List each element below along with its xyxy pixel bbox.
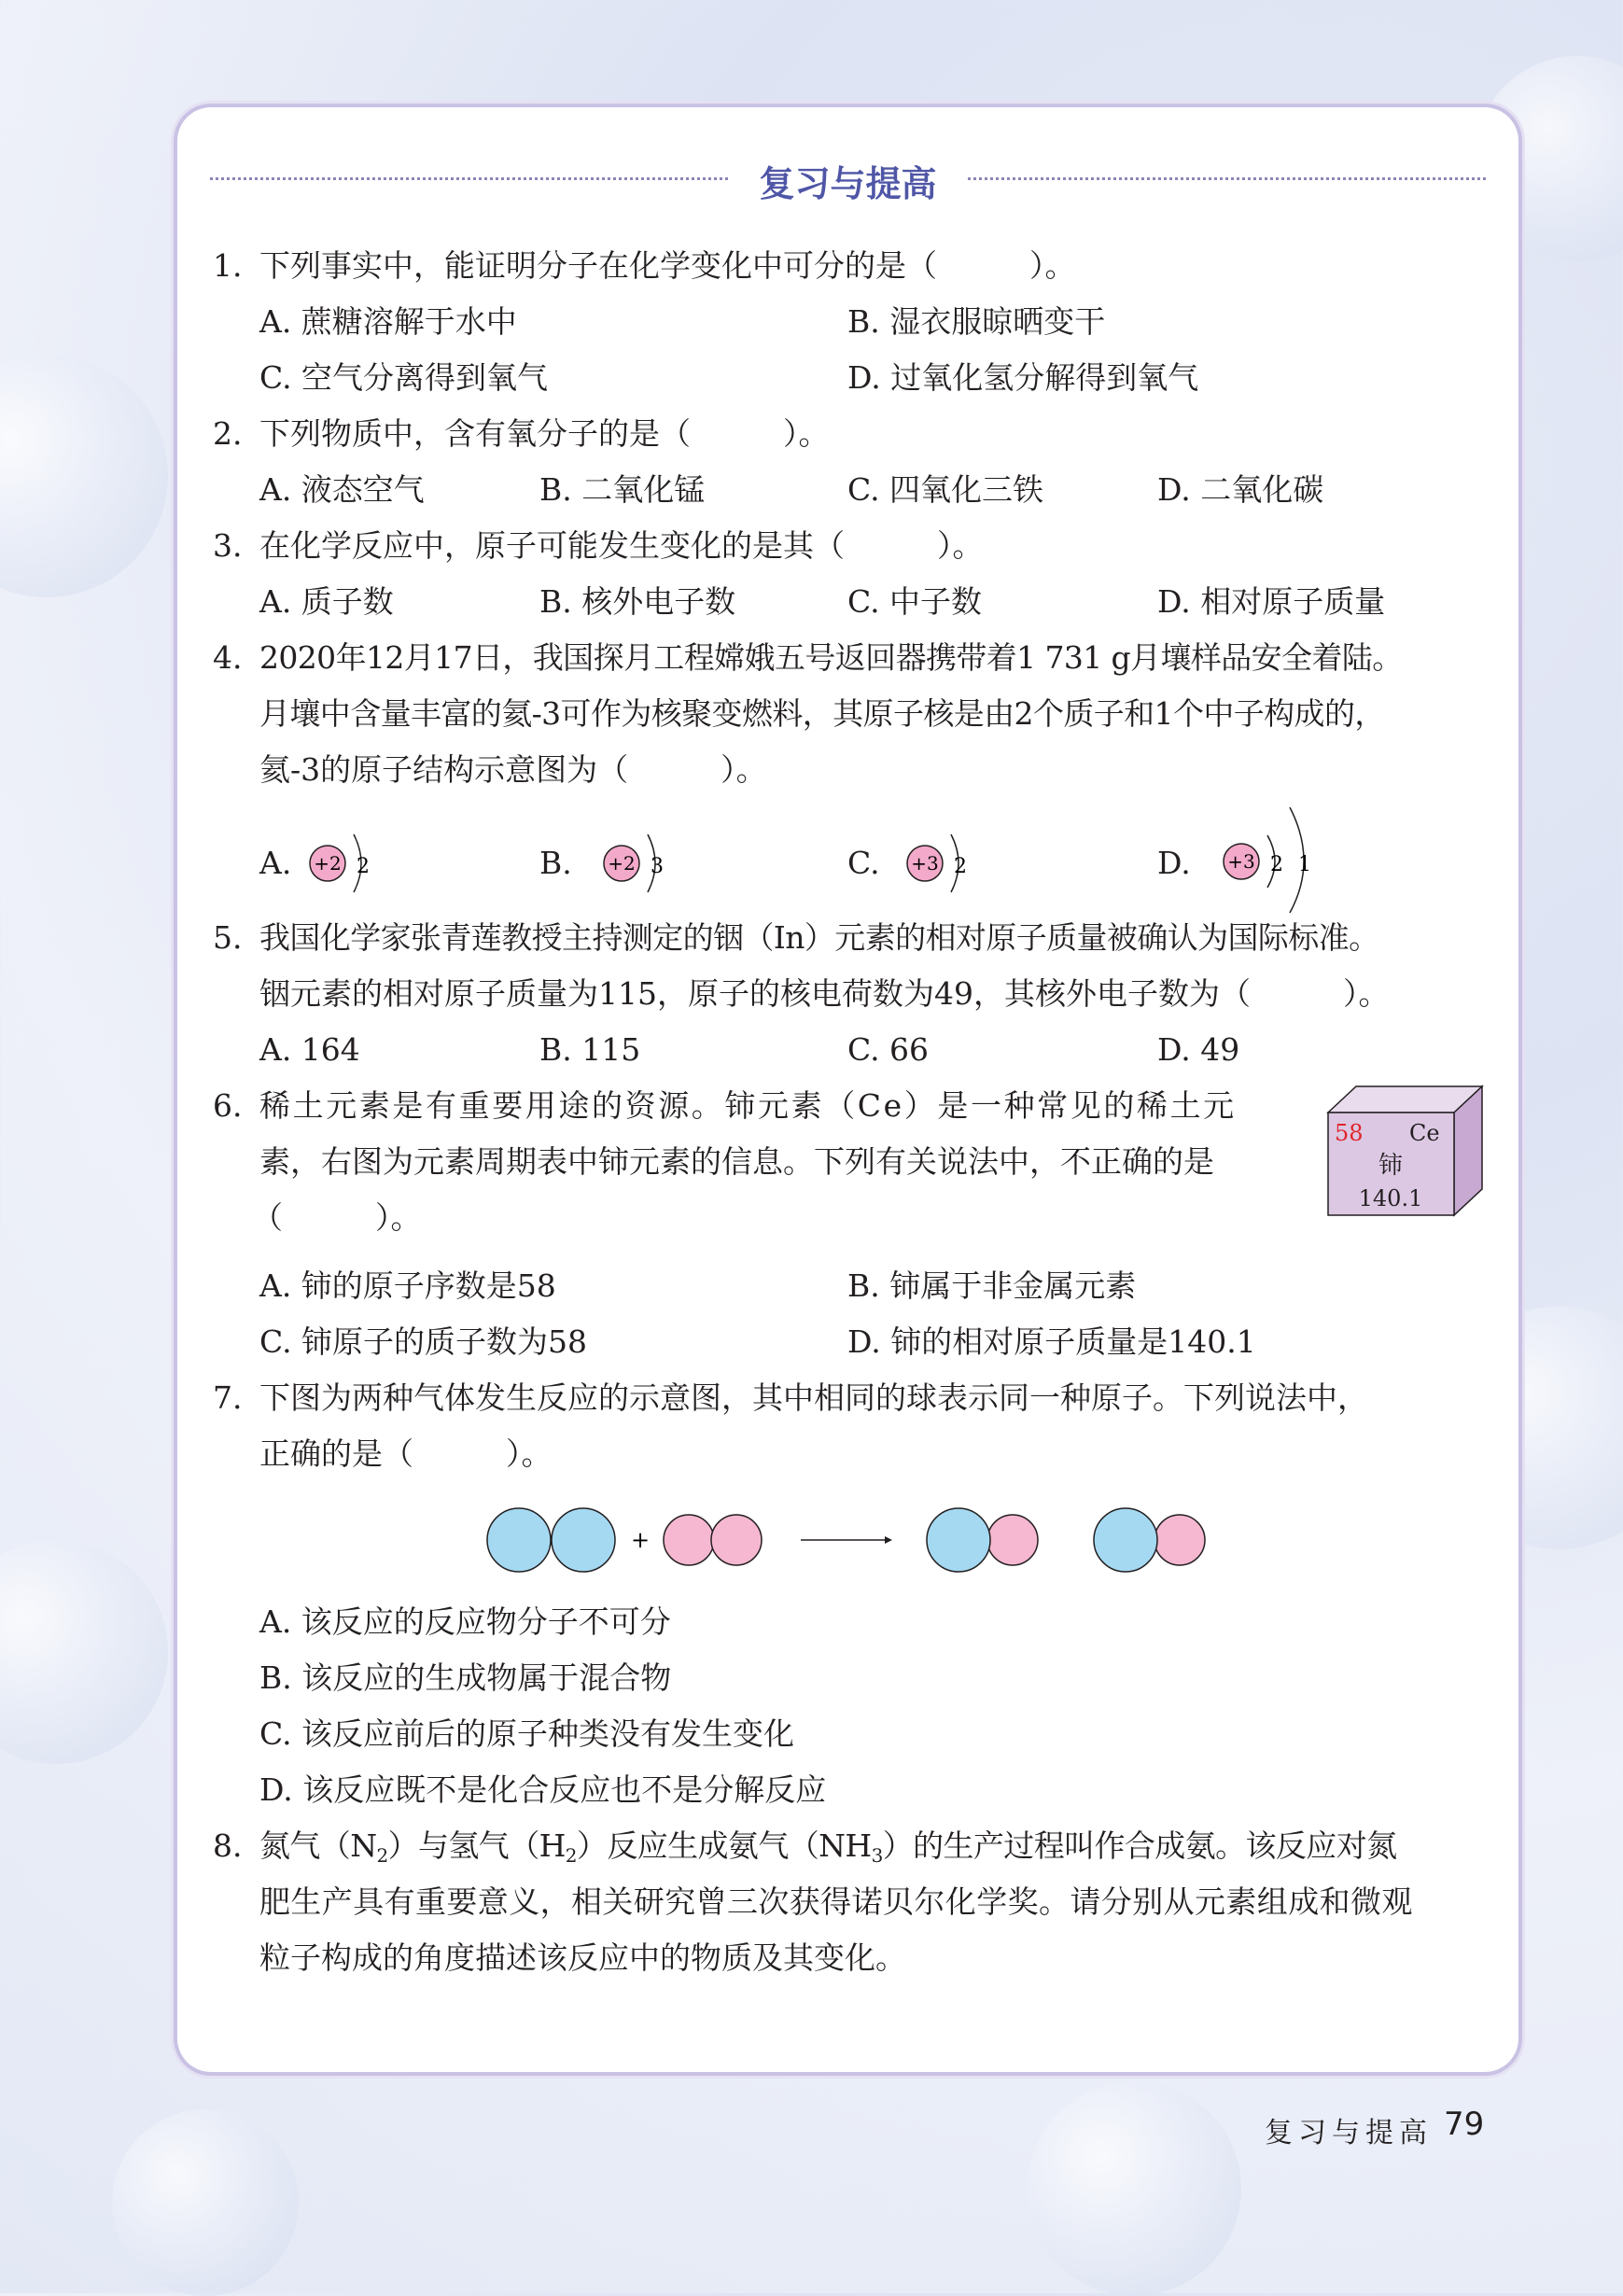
option-label: D. bbox=[1157, 845, 1191, 881]
question-text: 下列物质中，含有氧分子的是（ ）。 bbox=[259, 415, 830, 452]
question-number: 8. bbox=[213, 1827, 243, 1864]
text-fragment: ）反应生成氨气（NH bbox=[576, 1827, 872, 1864]
atomic-number: 58 bbox=[1335, 1120, 1364, 1146]
question-6 bbox=[213, 1087, 1237, 1125]
blue-atom bbox=[487, 1508, 551, 1572]
q7-option-a: A. 该反应的反应物分子不可分 bbox=[259, 1603, 671, 1640]
blue-atom bbox=[1094, 1508, 1157, 1572]
text-fragment: 氮气（N bbox=[259, 1827, 377, 1864]
shell-electron-count: 2 bbox=[954, 855, 967, 878]
q5-option-a: A. 164 bbox=[259, 1031, 360, 1068]
question-number: 4. bbox=[213, 639, 243, 676]
background-sphere bbox=[1027, 2081, 1241, 2296]
q3-option-d: D. 相对原子质量 bbox=[1157, 583, 1386, 620]
question-3 bbox=[213, 527, 984, 565]
page-number: 79 bbox=[1444, 2106, 1485, 2143]
q5-option-d: D. 49 bbox=[1157, 1031, 1240, 1068]
question-1 bbox=[213, 247, 1076, 285]
background-sphere bbox=[0, 355, 168, 597]
q2-option-a: A. 液态空气 bbox=[259, 471, 425, 508]
q7-option-c: C. 该反应前后的原子种类没有发生变化 bbox=[259, 1715, 795, 1752]
question-text-line-1: 稀土元素是有重要用途的资源。铈元素（Ce）是一种常见的稀土元 bbox=[259, 1087, 1237, 1124]
text-fragment: ）的生产过程叫作合成氨。该反应对氮 bbox=[882, 1827, 1397, 1864]
question-text-line-2: 肥生产具有重要意义，相关研究曾三次获得诺贝尔化学奖。请分别从元素组成和微观 bbox=[259, 1883, 1413, 1920]
nucleus-charge: +2 bbox=[314, 852, 342, 875]
question-2 bbox=[213, 415, 830, 453]
q6-option-d: D. 铈的相对原子质量是140.1 bbox=[847, 1323, 1256, 1360]
question-number: 3. bbox=[213, 527, 243, 564]
subscript: 2 bbox=[565, 1844, 577, 1867]
question-text-line-1: 2020年12月17日，我国探月工程嫦娥五号返回器携带着1 731 g月壤样品安全着陆。 bbox=[259, 639, 1403, 676]
q6-option-c: C. 铈原子的质子数为58 bbox=[259, 1323, 588, 1360]
question-text-line-2: 素，右图为元素周期表中铈元素的信息。下列有关说法中，不正确的是 bbox=[259, 1143, 1214, 1180]
nucleus-charge: +2 bbox=[608, 852, 636, 875]
footer-section-title: 复习与提高 bbox=[1265, 2117, 1433, 2149]
pink-atom bbox=[987, 1515, 1038, 1565]
question-text-line-2: 正确的是（ ）。 bbox=[259, 1435, 553, 1472]
plus-sign: + bbox=[630, 1527, 651, 1553]
reactant-molecule-blue bbox=[487, 1508, 615, 1572]
shell-electron-count: 3 bbox=[651, 855, 664, 878]
question-text-line-2: 月壤中含量丰富的氦-3可作为核聚变燃料，其原子核是由2个质子和1个中子构成的， bbox=[259, 695, 1385, 732]
q7-option-d: D. 该反应既不是化合反应也不是分解反应 bbox=[259, 1771, 827, 1808]
question-text-line-3: 氦-3的原子结构示意图为（ ）。 bbox=[259, 751, 767, 788]
question-8 bbox=[213, 1827, 1397, 1867]
question-5 bbox=[213, 919, 1379, 957]
dotted-rule-right bbox=[968, 177, 1486, 180]
background-sphere bbox=[112, 2109, 299, 2296]
element-symbol: Ce bbox=[1409, 1120, 1440, 1146]
q1-option-d: D. 过氧化氢分解得到氧气 bbox=[847, 359, 1199, 396]
q3-option-b: B. 核外电子数 bbox=[539, 583, 736, 620]
nucleus-charge: +3 bbox=[1227, 850, 1255, 873]
question-text-line-3: （ ）。 bbox=[252, 1199, 422, 1236]
q5-option-b: B. 115 bbox=[539, 1031, 641, 1068]
reaction-arrow bbox=[801, 1536, 892, 1544]
atom-structure-diagram bbox=[595, 821, 698, 905]
relative-atomic-mass: 140.1 bbox=[1358, 1185, 1423, 1211]
question-number: 1. bbox=[213, 247, 243, 284]
question-text-line-1: 我国化学家张青莲教授主持测定的铟（In）元素的相对原子质量被确认为国际标准。 bbox=[259, 919, 1379, 956]
reactant-molecule-pink bbox=[664, 1515, 762, 1565]
question-text: 在化学反应中，原子可能发生变化的是其（ ）。 bbox=[259, 527, 984, 564]
q6-option-b: B. 铈属于非金属元素 bbox=[847, 1267, 1137, 1304]
q1-option-a: A. 蔗糖溶解于水中 bbox=[259, 303, 517, 340]
atom-structure-diagram bbox=[899, 821, 1001, 905]
blue-atom bbox=[552, 1508, 615, 1572]
subscript: 3 bbox=[871, 1844, 883, 1867]
reaction-diagram bbox=[485, 1503, 1213, 1577]
page-title: 复习与提高 bbox=[759, 163, 937, 204]
q3-option-c: C. 中子数 bbox=[847, 583, 983, 620]
q1-option-b: B. 湿衣服晾晒变干 bbox=[847, 303, 1106, 340]
element-cube-cerium bbox=[1323, 1085, 1487, 1220]
option-label: B. bbox=[539, 845, 572, 881]
question-text-line-1 bbox=[259, 1827, 1397, 1874]
background-sphere bbox=[0, 1540, 168, 1764]
question-text-line-3: 粒子构成的角度描述该反应中的物质及其变化。 bbox=[259, 1939, 906, 1976]
q1-option-c: C. 空气分离得到氧气 bbox=[259, 359, 549, 396]
section-header bbox=[210, 159, 1486, 204]
q7-option-b: B. 该反应的生成物属于混合物 bbox=[259, 1659, 672, 1696]
blue-atom bbox=[927, 1508, 990, 1572]
question-number: 6. bbox=[213, 1087, 243, 1124]
pink-atom bbox=[664, 1515, 714, 1565]
q6-option-a: A. 铈的原子序数是58 bbox=[259, 1267, 556, 1304]
question-number: 7. bbox=[213, 1379, 243, 1416]
question-7 bbox=[213, 1379, 1368, 1417]
shell-electron-count: 2 bbox=[1270, 853, 1283, 876]
question-text: 下列事实中，能证明分子在化学变化中可分的是（ ）。 bbox=[259, 247, 1076, 284]
q2-option-d: D. 二氧化碳 bbox=[1157, 471, 1324, 508]
atom-structure-diagram bbox=[1215, 803, 1346, 915]
pink-atom bbox=[711, 1515, 762, 1565]
product-molecule bbox=[1094, 1508, 1205, 1572]
question-number: 2. bbox=[213, 415, 243, 452]
text-fragment: ）与氢气（H bbox=[387, 1827, 566, 1864]
product-molecule bbox=[927, 1508, 1038, 1572]
element-name: 铈 bbox=[1378, 1152, 1404, 1180]
subscript: 2 bbox=[376, 1844, 388, 1867]
shell-electron-count: 2 bbox=[357, 855, 370, 878]
q5-option-c: C. 66 bbox=[847, 1031, 930, 1068]
q2-option-c: C. 四氧化三铁 bbox=[847, 471, 1044, 508]
question-text-line-1: 下图为两种气体发生反应的示意图，其中相同的球表示同一种原子。下列说法中， bbox=[259, 1379, 1368, 1416]
q3-option-a: A. 质子数 bbox=[259, 583, 394, 620]
option-label: C. bbox=[847, 845, 880, 881]
nucleus-charge: +3 bbox=[911, 852, 939, 875]
question-text-line-2: 铟元素的相对原子质量为115，原子的核电荷数为49，其核外电子数为（ ）。 bbox=[259, 975, 1390, 1012]
option-label: A. bbox=[259, 845, 292, 881]
question-4 bbox=[213, 639, 1403, 677]
atom-structure-diagram bbox=[301, 821, 404, 905]
pink-atom bbox=[1154, 1515, 1205, 1565]
q2-option-b: B. 二氧化锰 bbox=[539, 471, 706, 508]
question-number: 5. bbox=[213, 919, 243, 956]
shell-electron-count: 1 bbox=[1298, 853, 1311, 876]
